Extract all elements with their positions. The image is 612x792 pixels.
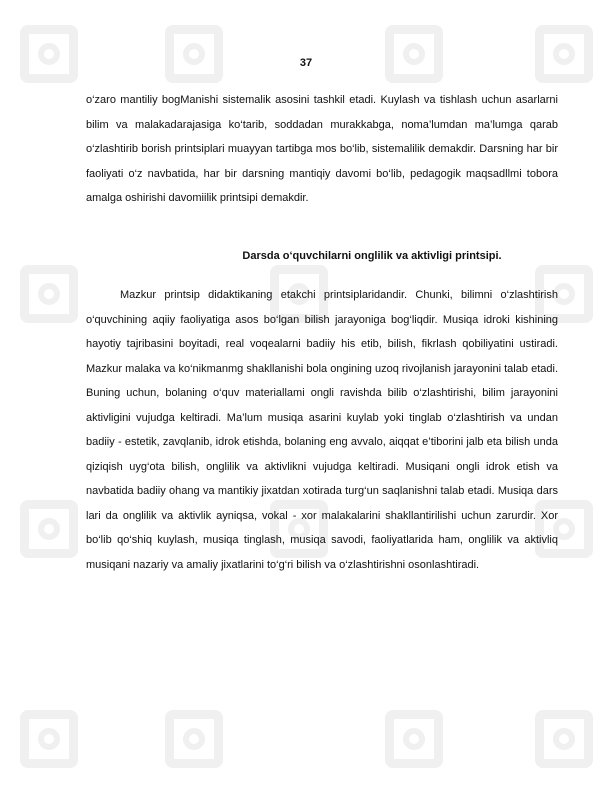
- watermark-logo: [535, 710, 593, 768]
- watermark-logo: [165, 25, 223, 83]
- paragraph-1: o‘zaro mantiliy bogManishi sistemalik asosini tashkil etadi. Kuylash va tishlash uchun asarlarni bilim va malakadarajasiga ko‘tarib, soddadan murakkabga, noma’lumdan ma’lumga qarab o‘zlashtirib borish printsiplari muayyan tartibga mos bo‘lib, sistemalilik demakdir. Darsning har bir faoliyati o‘z navbatida, har bir darsning mantiqiy davomi bo‘lib, pedagogik maqsadllmi tobora amalga oshirishi davomiilik printsipi demakdir.: [86, 94, 558, 204]
- page-number: 37: [299, 57, 313, 69]
- watermark-logo: [20, 710, 78, 768]
- watermark-logo: [20, 265, 78, 323]
- watermark-logo: [385, 710, 443, 768]
- watermark-logo: [20, 25, 78, 83]
- watermark-logo: [535, 25, 593, 83]
- watermark-logo: [165, 710, 223, 768]
- watermark-logo: [385, 25, 443, 83]
- section-heading: Darsda o‘quvchilarni onglilik va aktivligi printsipi.: [242, 250, 502, 262]
- watermark-logo: [20, 500, 78, 558]
- paragraph-2: Mazkur printsip didaktikaning etakchi printsiplaridandir. Chunki, bilimni o‘zlashtirish o‘quvchining aqiiy faoliyatiga asos bo‘lgan bilish jarayoniga bog‘liqdir. Musiqa idroki kishining hayotiy tajribasini boyitadi, real voqealarni badiiy his etib, bilish, fikrlash qobiliyatini ustiradi. Mazkur malaka va ko‘nikmanmg shakllanishi bola ongining uzoq rivojlanish jarayonini talab etadi. Buning uchun, bolaning o‘quv materiallami ongli ravishda bilib o‘zlashtirishi, bilim jarayonini aktivligini vujudga keltiradi. Ma’lum musiqa asarini kuylab yoki tinglab o‘zlashtirish va undan badiiy - estetik, zavqlanib, idrok etishda, bolaning eng avvalo, aiqqat e’tiborini jalb eta bilish unda qiziqish uyg‘ota bilish, onglilik va aktivlikni vujudga keltiradi. Musiqani ongli idrok etish va navbatida badiiy ohang va mantikiy jixatdan xotirada turg‘un saqlanishni talab etadi. Musiqa dars lari da onglilik va aktivlik ayniqsa, vokal - xor malakalarini shakllantirilishi uchun zarurdir. Xor bo‘lib qo‘shiq kuylash, musiqa tinglash, musiqa savodi, faoliyatlarida ham, onglilik va aktivliq musiqani nazariy va amaliy jixatlarini to‘g‘ri bilish va o‘zlashtirishni osonlashtiradi.: [86, 289, 558, 571]
